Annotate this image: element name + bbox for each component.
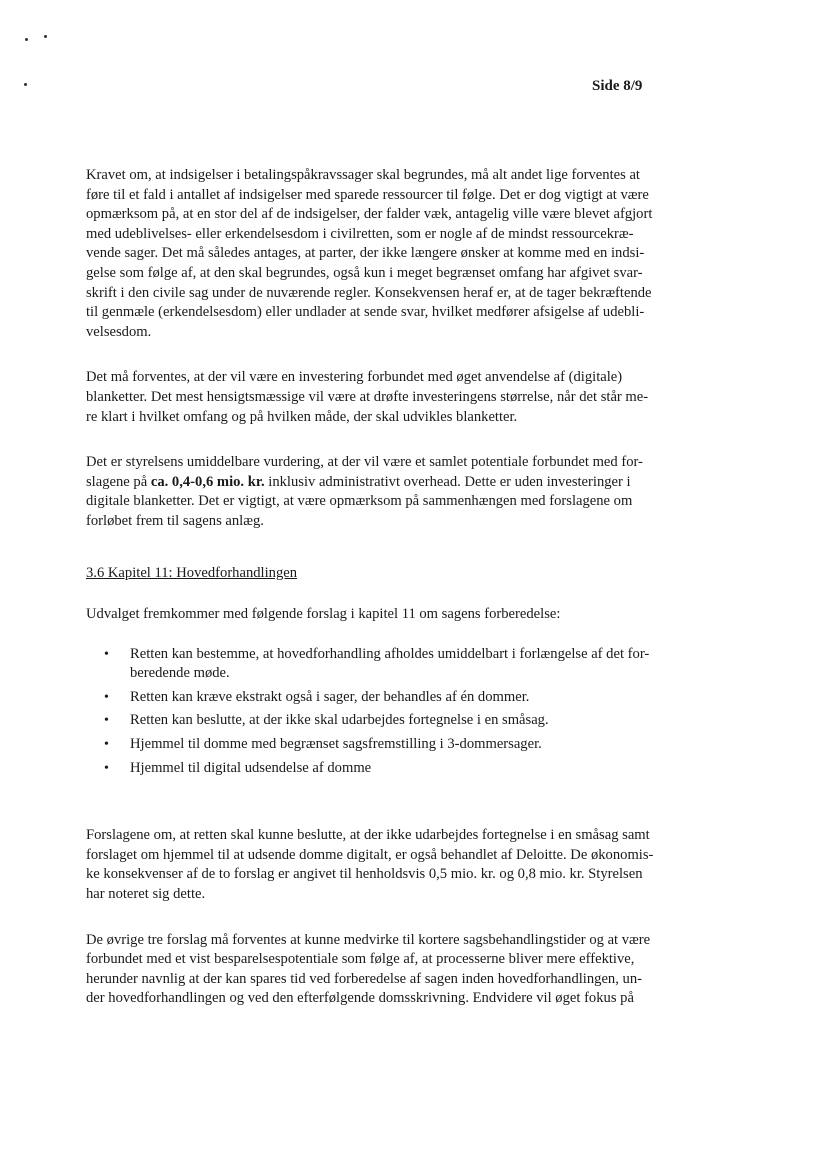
list-item	[104, 645, 718, 684]
text-line: re klart i hvilket omfang og på hvilken måde, der skal udvikles blanketter.	[86, 408, 518, 425]
scan-speck	[44, 35, 47, 38]
paragraph-1	[86, 166, 718, 342]
text-line: blanketter. Det mest hensigtsmæssige vil være at drøfte investeringens størrelse, når det står me-	[86, 388, 649, 405]
scan-speck	[24, 83, 27, 86]
text-line: med udeblivelses- eller erkendelsesdom i civilretten, som er nogle af de mindst ressourcekræ-	[86, 225, 634, 242]
list-item-text: beredende møde.	[130, 665, 230, 682]
bullet-icon: •	[104, 713, 109, 729]
page-number: Side 8/9	[592, 78, 643, 94]
proposal-list	[86, 645, 718, 779]
bullet-icon: •	[104, 737, 109, 753]
text-line	[86, 473, 718, 493]
list-item-text: Retten kan bestemme, at hovedforhandling afholdes umiddelbart i forlængelse af det for-	[130, 645, 650, 662]
list-item	[104, 688, 718, 708]
text-line: har noteret sig dette.	[86, 886, 206, 903]
text-line: velsesdom.	[86, 323, 152, 340]
text-line: ke konsekvenser af de to forslag er angivet til henholdsvis 0,5 mio. kr. og 0,8 mio. kr. Styrelsen	[86, 866, 643, 883]
scan-speck	[25, 38, 28, 41]
text-line: vende sager. Det må således antages, at parter, der ikke længere ønsker at komme med en indsi-	[86, 245, 645, 262]
bullet-icon: •	[104, 646, 109, 662]
paragraph-lower-2	[86, 931, 718, 1009]
list-item	[104, 759, 718, 779]
list-item	[104, 711, 718, 731]
list-item	[104, 735, 718, 755]
paragraph-lower-1	[86, 826, 718, 904]
list-item-text: Retten kan beslutte, at der ikke skal udarbejdes fortegnelse i en småsag.	[130, 712, 549, 729]
list-item-text: Retten kan kræve ekstrakt også i sager, der behandles af én dommer.	[130, 688, 530, 705]
text-line: De øvrige tre forslag må forventes at kunne medvirke til kortere sagsbehandlingstider og at være	[86, 931, 651, 948]
paragraph-amount	[86, 453, 718, 531]
bullet-icon: •	[104, 689, 109, 705]
text-line: digitale blanketter. Det er vigtigt, at være opmærksom på sammenhængen med forslagene om	[86, 493, 633, 510]
document-body	[86, 166, 718, 1035]
text-segment: slagene på	[86, 473, 151, 490]
text-line: herunder navnlig at der kan spares tid ved forberedelse af sagen inden hovedforhandlingen, un-	[86, 970, 642, 987]
text-line: der hovedforhandlingen og ved den efterfølgende domsskrivning. Endvidere vil øget fokus på	[86, 990, 634, 1007]
text-line: forslaget om hjemmel til at udsende domme digitalt, er også behandlet af Deloitte. De økonomis-	[86, 846, 654, 863]
paragraph-2	[86, 368, 718, 427]
text-line: forløbet frem til sagens anlæg.	[86, 512, 264, 529]
text-line: forbundet med et vist besparelsespotentiale som følge af, at processerne bliver mere effektive,	[86, 951, 635, 968]
text-line: Det er styrelsens umiddelbare vurdering, at der vil være et samlet potentiale forbundet med for-	[86, 454, 643, 471]
text-line: Det må forventes, at der vil være en investering forbundet med øget anvendelse af (digitale)	[86, 369, 623, 386]
section-heading: 3.6 Kapitel 11: Hovedforhandlingen	[86, 564, 298, 581]
list-item-text: Hjemmel til domme med begrænset sagsfremstilling i 3-dommersager.	[130, 736, 542, 753]
top-paragraphs	[86, 166, 718, 427]
text-line: til genmæle (erkendelsesdom) eller undlader at sende svar, hvilket medfører afsigelse af udebli-	[86, 304, 645, 321]
text-line: skrift i den civile sag under de nuværende regler. Konsekvensen heraf er, at de tager bekræftende	[86, 284, 652, 301]
text-line: føre til et fald i antallet af indsigelser med sparede ressourcer til følge. Det er dog vigtigt at være	[86, 186, 649, 203]
list-item-text: Hjemmel til digital udsendelse af domme	[130, 759, 372, 776]
bottom-paragraphs	[86, 826, 718, 1009]
text-line: gelse som følge af, at den skal begrundes, også kun i meget begrænset omfang har afgivet svar-	[86, 264, 643, 281]
list-intro: Udvalget fremkommer med følgende forslag i kapitel 11 om sagens forberedelse:	[86, 606, 561, 623]
amount-highlight: ca. 0,4-0,6 mio. kr.	[150, 473, 265, 490]
text-line: Kravet om, at indsigelser i betalingspåkravssager skal begrundes, må alt andet lige forventes at	[86, 167, 640, 183]
text-segment: inklusiv administrativt overhead. Dette er uden investeringer i	[264, 473, 631, 490]
bullet-icon: •	[104, 760, 109, 776]
text-line: Forslagene om, at retten skal kunne beslutte, at der ikke udarbejdes fortegnelse i en småsag samt	[86, 827, 650, 844]
text-line: opmærksom på, at en stor del af de indsigelser, der falder væk, antagelig ville være blevet afgjort	[86, 206, 653, 223]
